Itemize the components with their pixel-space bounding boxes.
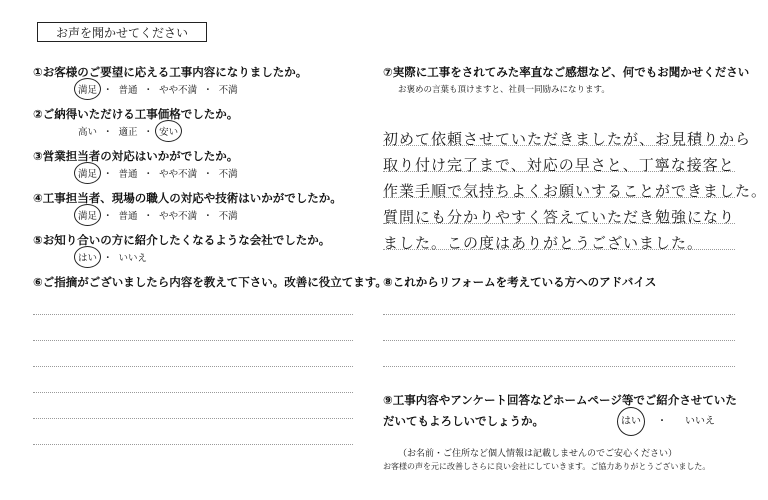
answer-line: [33, 392, 353, 393]
selected-circle-mark: [74, 204, 101, 226]
answer-line: [33, 366, 353, 367]
selected-circle-mark: [74, 78, 101, 100]
q4-option-fuman[interactable]: 不満: [218, 211, 238, 222]
q1-option-manzoku[interactable]: 満足: [78, 82, 97, 96]
handwritten-answer-line-2: 取り付け完了まで、対応の早さと、丁寧な接客と: [383, 156, 735, 174]
selected-circle-mark: [74, 246, 101, 268]
q1-option-yaya-fuman[interactable]: やや不満: [159, 85, 198, 96]
q5-option-hai[interactable]: はい: [78, 250, 97, 264]
q9-separator-dot: ・: [657, 416, 667, 427]
q2-option-takai[interactable]: 高い: [78, 127, 98, 138]
q4-option-manzoku[interactable]: 満足: [78, 208, 97, 222]
question-9: [383, 390, 737, 432]
answer-line: [33, 444, 353, 445]
answer-line: [383, 366, 735, 367]
handwritten-answer-line-1: 初めて依頼させていただきましたが、お見積りから: [383, 130, 752, 148]
q3-option-fuman[interactable]: 不満: [218, 169, 238, 180]
q9-option-iie[interactable]: いいえ: [685, 416, 715, 427]
selected-circle-mark: [155, 120, 182, 142]
q5-option-iie[interactable]: いいえ: [118, 253, 148, 264]
question-8-label: ⑧これからリフォームを考えている方へのアドバイス: [383, 275, 657, 289]
thanks-note: お客様の声を元に改善しさらに良い会社にしていきます。ご協力ありがとうございました。: [383, 462, 711, 471]
question-6-label: ⑥ご指摘がございましたら内容を教えて下さい。改善に役立てます。: [33, 275, 387, 289]
selected-circle-mark: [617, 407, 645, 436]
question-4-options: 満足 ・ 普通 ・ やや不満 ・ 不満: [78, 208, 238, 222]
question-2-label: ②ご納得いただける工事価格でしたか。: [33, 107, 239, 121]
question-1-label: ①お客様のご要望に応える工事内容になりましたか。: [33, 65, 308, 79]
handwritten-answer-line-3: 作業手順で気持ちよくお願いすることができました。: [383, 182, 768, 200]
question-4-label: ④工事担当者、現場の職人の対応や技術はいかがでしたか。: [33, 191, 342, 205]
question-2-options: 高い ・ 適正 ・ 安い: [78, 124, 178, 138]
question-5-label: ⑤お知り合いの方に紹介したくなるような会社でしたか。: [33, 233, 331, 247]
question-1-options: 満足 ・ 普通 ・ やや不満 ・ 不満: [78, 82, 238, 96]
answer-line: [33, 418, 353, 419]
question-7-label: ⑦実際に工事をされてみた率直なご感想など、何でもお聞かせください: [383, 65, 750, 79]
question-9-line-2: [383, 411, 737, 432]
q3-option-yaya-fuman[interactable]: やや不満: [159, 169, 198, 180]
answer-line: [383, 340, 735, 341]
handwritten-answer-line-4: 質問にも分かりやすく答えていただき勉強になり: [383, 208, 736, 226]
q4-option-yaya-fuman[interactable]: やや不満: [159, 211, 198, 222]
page-title: お声を聞かせてください: [37, 22, 207, 42]
selected-circle-mark: [74, 162, 101, 184]
q4-option-futsuu[interactable]: 普通: [118, 211, 138, 222]
answer-line: [33, 314, 353, 315]
q2-option-tekisei[interactable]: 適正: [118, 127, 138, 138]
q3-option-manzoku[interactable]: 満足: [78, 166, 97, 180]
q1-option-futsuu[interactable]: 普通: [118, 85, 138, 96]
answer-line: [33, 340, 353, 341]
q3-option-futsuu[interactable]: 普通: [118, 169, 138, 180]
q9-option-hai[interactable]: はい: [621, 411, 641, 432]
q2-option-yasui[interactable]: 安い: [159, 124, 178, 138]
question-9-label-line-1: ⑨工事内容やアンケート回答などホームページ等でご紹介させていた: [383, 393, 737, 407]
handwritten-answer-line-5: ました。この度はありがとうございました。: [383, 234, 704, 252]
answer-line: [383, 314, 735, 315]
question-9-label-line-2: だいてもよろしいでしょうか。: [383, 414, 544, 428]
question-3-options: 満足 ・ 普通 ・ やや不満 ・ 不満: [78, 166, 238, 180]
q1-option-fuman[interactable]: 不満: [218, 85, 238, 96]
question-3-label: ③営業担当者の対応はいかがでしたか。: [33, 149, 239, 163]
question-5-options: はい ・ いいえ: [78, 250, 147, 264]
privacy-note: （お名前・ご住所など個人情報は記載しませんのでご安心ください）: [398, 449, 678, 459]
question-7-note: お褒めの言葉も頂けますと、社員一同励みになります。: [398, 85, 610, 95]
